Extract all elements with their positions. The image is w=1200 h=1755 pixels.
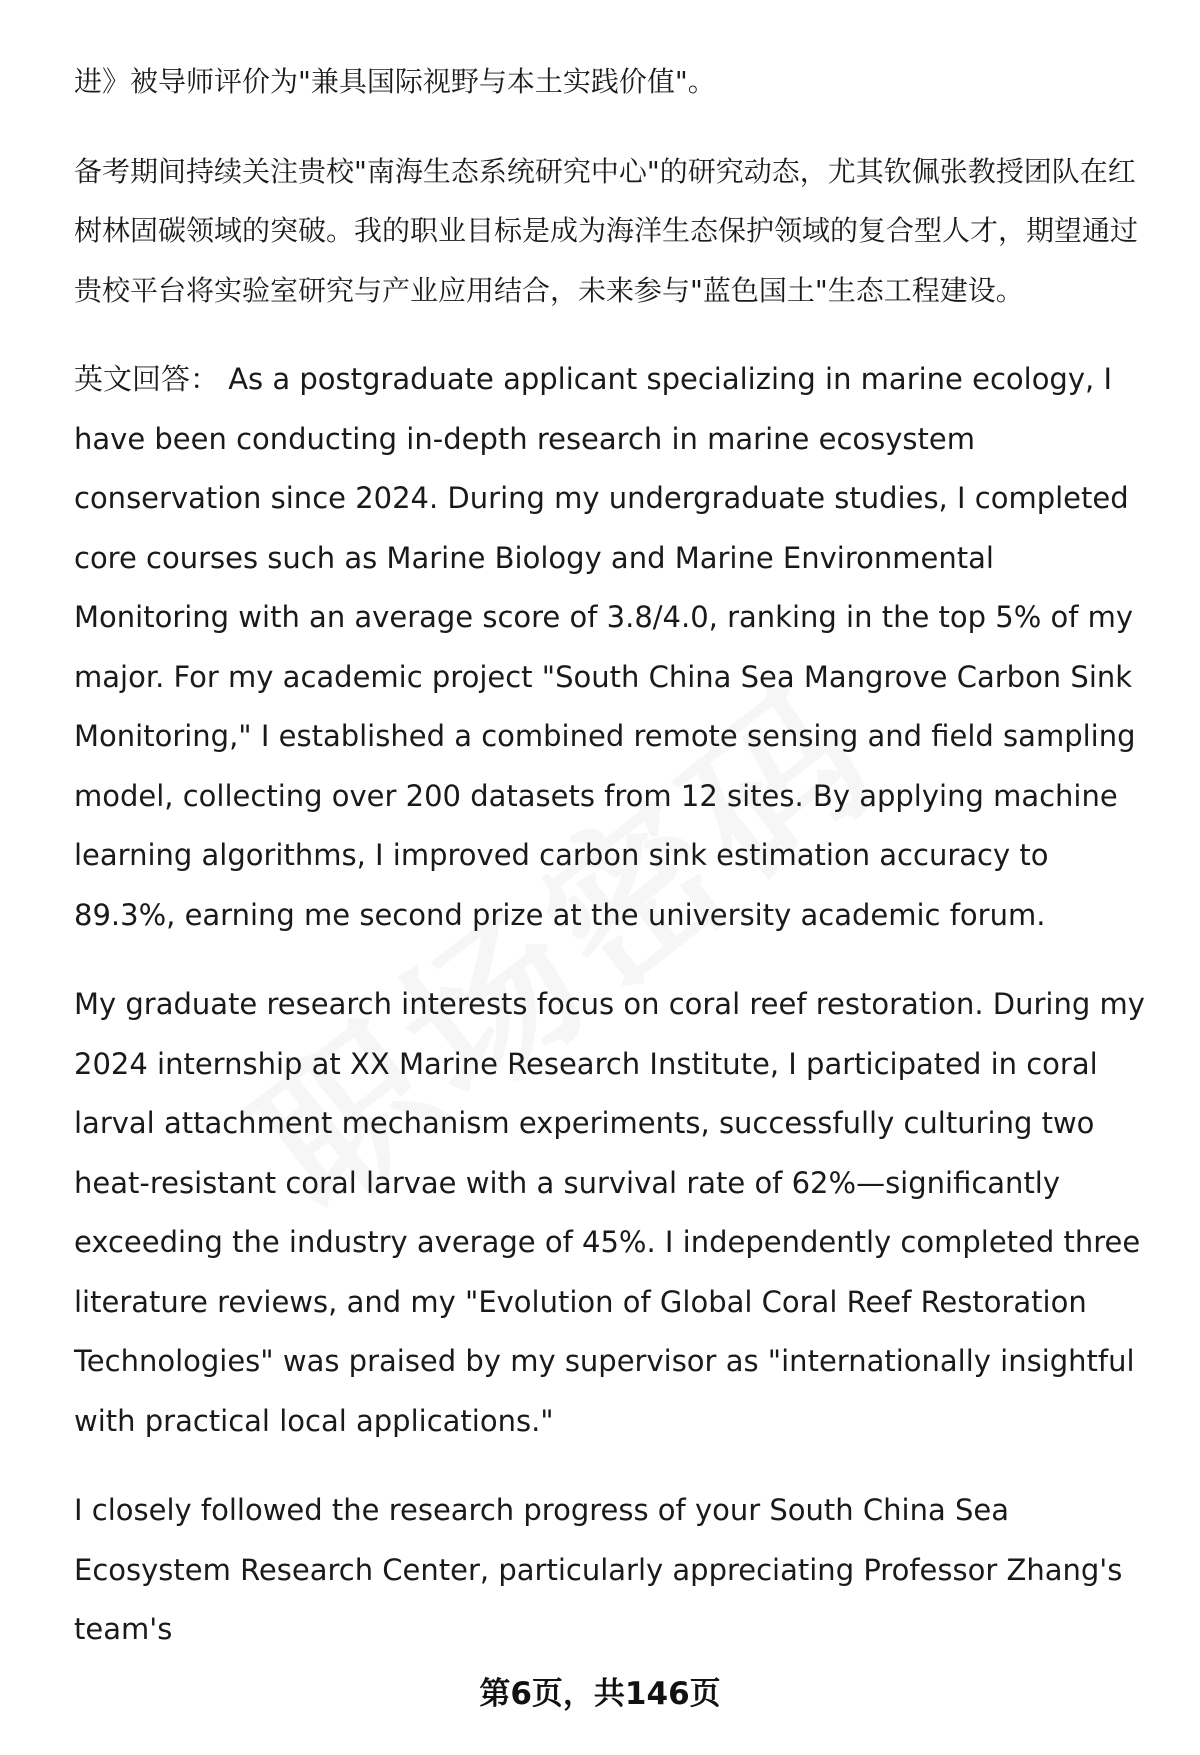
paragraph-chinese-goals: 备考期间持续关注贵校"南海生态系统研究中心"的研究动态，尤其钦佩张教授团队在红树林固碳领域的突破。我的职业目标是成为海洋生态保护领域的复合型人才，期望通过贵校平台将实验室研究与产业应用结合，未来参与"蓝色国土"生态工程建设。 bbox=[74, 154, 1139, 307]
paragraph-english-intro: 英文回答： As a postgraduate applicant specializing in marine ecology, I have been conducting in-depth research in marine ecosystem conservation since 2024. During my undergraduate studies, I completed core courses such as Marine Biology and Marine Environmental Monitoring with an average score of 3.8/4.0, ranking in the top 5% of my major. For my academic project "South China Sea Mangrove Carbon Sink Monitoring," I established a combined remote sensing and field sampling model, collecting over 200 datasets from 12 sites. By applying machine learning algorithms, I improved carbon sink estimation accuracy to 89.3%, earning me second prize at the university academic forum. bbox=[74, 362, 1136, 932]
document-body bbox=[74, 52, 1154, 1690]
paragraph-english-research: My graduate research interests focus on coral reef restoration. During my 2024 internship at XX Marine Research Institute, I participated in coral larval attachment mechanism experiments, successfully culturing two heat-resistant coral larvae with a survival rate of 62%—significantly exceeding the industry average of 45%. I independently completed three literature reviews, and my "Evolution of Global Coral Reef Restoration Technologies" was praised by my supervisor as "internationally insightful with practical local applications." bbox=[74, 987, 1145, 1438]
page-number: 第6页，共146页 bbox=[479, 1676, 721, 1712]
paragraph-chinese-continued: 进》被导师评价为"兼具国际视野与本土实践价值"。 bbox=[74, 65, 716, 98]
paragraph-english-center: I closely followed the research progress of your South China Sea Ecosystem Research Center, particularly appreciating Professor Zhang's team's bbox=[74, 1493, 1123, 1646]
